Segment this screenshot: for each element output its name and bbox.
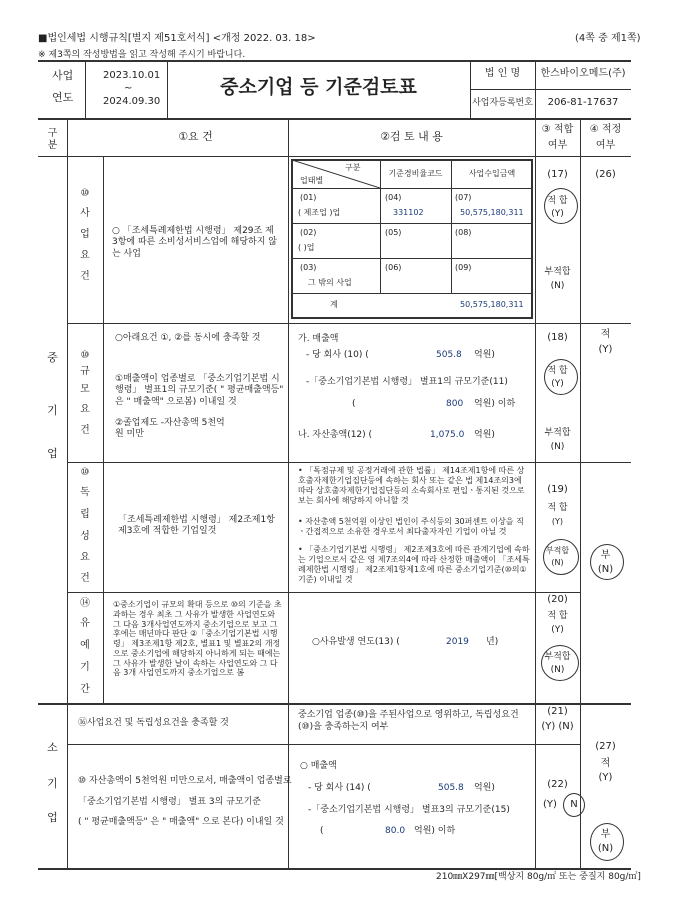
rule <box>292 188 532 189</box>
row103-label: 건 <box>80 573 90 584</box>
row106-scale-unit: 억원) 이하 <box>414 826 456 836</box>
row106-req-b: 「중소기업기본법 시행령」 별표 3의 규모기준 <box>78 797 261 807</box>
sme-result-yes2: (Y) <box>598 344 613 355</box>
row106-req-a: ⑩ 자산총액이 5천억원 미만으로서, 매출액이 업종별로 <box>78 776 292 786</box>
col-requirements: ①요 건 <box>178 130 213 143</box>
row102-num: ⑩ <box>80 350 90 361</box>
row106-scale-line: -「중소기업기본법 시행령」 별표3의 규모기준(15) <box>308 805 510 815</box>
row104-fit-yes2: (Y) <box>551 625 564 635</box>
row101-label: 사 <box>80 208 90 219</box>
row101-requirement: ○ 「조세특례제한법 시행령」 제29조 제3항에 따른 소비성서비스업에 해당하지 않는 사업 <box>112 226 277 259</box>
rule <box>38 118 631 120</box>
r2-d: (08) <box>455 228 472 237</box>
col-revenue: 사업수입금액 <box>468 169 516 178</box>
row103-label: 독 <box>80 487 90 498</box>
row105-requirement: ⑯사업요건 및 독립성요건을 충족할 것 <box>78 718 229 728</box>
total-label: 계 <box>330 300 338 309</box>
row102-scale-open: ( <box>352 399 356 409</box>
year-label: 연도 <box>52 91 74 104</box>
sme-result-num: (26) <box>595 169 616 180</box>
year-label: 사업 <box>52 69 74 82</box>
row106-req-c: ( " 평균매출액등" 은 " 매출액" 으로 본다) 이내일 것 <box>78 817 284 827</box>
row104-requirement: ①중소기업이 규모의 확대 등으로 ⑩의 기준을 초과하는 경우 최초 그 사유가 발생한 사업연도와 그 다음 3개사업연도까지 중소기업으로 보고 그 후에는 매년마다 판단 ②「중소기업기본법 시행령」 제3조제1항 제2호, 별표1 및 별표2의 개정으로 중소기업에 해당하지 아니하게 되는 때에는 그 사유가 발생한 날이 속하는 사업연도와 그 다음 3개 사업연도까지 중소기업으로 봄 <box>113 600 282 678</box>
row103-fit-no: 부적합 <box>545 546 570 555</box>
rule <box>288 118 289 868</box>
section-small-3: 업 <box>47 811 58 824</box>
row102-asset-value: 1,075.0 <box>430 430 465 440</box>
rule <box>292 223 532 224</box>
col-fit-3: ③ 적합 <box>541 124 574 135</box>
row104-fit-no2: (N) <box>550 665 565 675</box>
row106-scale-value: 80.0 <box>385 826 406 836</box>
rule <box>451 160 452 293</box>
row106-rev-head: ○ 매출액 <box>300 761 337 771</box>
total-revenue: 50,575,180,311 <box>460 300 524 309</box>
row106-scale-open: ( <box>320 826 324 836</box>
row104-label: 예 <box>80 640 90 651</box>
row102-scale-line: -「중소기업기본법 시행령」 별표1의 규모기준(11) <box>306 377 508 387</box>
page-info: (4쪽 중 제1쪽) <box>575 33 641 44</box>
rule <box>67 592 580 593</box>
notice: ※ 제3쪽의 작성방법을 읽고 작성해 주시기 바랍니다. <box>38 50 246 60</box>
section-small-1: 소 <box>47 741 58 754</box>
row102-label: 건 <box>80 425 90 436</box>
row101-fit-yes2: (Y) <box>551 209 564 219</box>
row104-label: 유 <box>80 618 90 629</box>
rule <box>67 744 580 745</box>
row103-review-1: • 「독점규제 및 공정거래에 관한 법률」 제14조제1항에 따른 상호출자제한기업집단등에 속하는 회사 또는 같은 법 제14조의3에 따라 상호출자제한기업집단등의 소속회사로 편입ㆍ통지된 것으로 보는 회사에 해당하지 아니할 것 <box>298 466 525 505</box>
row103-review-3: • 「중소기업기본법 시행령」 제2조제3호에 따른 관계기업에 속하는 기업으로서 같은 영 제7조의4에 따라 산정한 매출액이 「조세특례제한법 시행령」 제2조제1항제1호에 따른 중소기업기준(⑩의①기준) 이내일 것 <box>298 545 530 584</box>
col-gubun: 구분 <box>47 128 58 151</box>
row101-fit-no2: (N) <box>550 281 565 291</box>
row102-rev-head: 가. 매출액 <box>298 334 339 344</box>
row106-fit-y: (Y) <box>543 799 557 810</box>
r2-a: (02) <box>300 228 317 237</box>
paper-spec: 210㎜X297㎜[백상지 80g/㎡ 또는 중질지 80g/㎡] <box>436 872 641 882</box>
row103-label: 성 <box>80 531 90 542</box>
corp-name-label: 법 인 명 <box>484 68 521 79</box>
row101-label: 건 <box>80 271 90 282</box>
row104-fit-yes: 적 합 <box>547 611 568 621</box>
rule <box>292 293 532 294</box>
selection-circle <box>544 359 578 395</box>
row101-fit-no: 부적합 <box>544 267 571 277</box>
rule <box>103 156 104 703</box>
period-separator: ~ <box>124 83 133 94</box>
r1-c: (04) <box>385 193 402 202</box>
row103-fit-num: (19) <box>547 484 568 495</box>
row105-review: 중소기업 업종(⑩)을 주된사업으로 영위하고, 독립성요건(⑩)을 충족하는지 여부 <box>298 710 519 732</box>
row101-fit-num: (17) <box>547 169 568 180</box>
rule <box>470 89 631 90</box>
row102-scale-unit: 억원) 이하 <box>474 399 516 409</box>
row103-label: 요 <box>80 552 90 563</box>
rule <box>292 258 532 259</box>
selection-circle <box>541 645 579 681</box>
row102-rev-line: - 당 회사 (10) ( <box>306 350 369 360</box>
row105-fit-num: (21) <box>547 706 568 717</box>
col-fit-3b: 여부 <box>547 140 568 151</box>
rule <box>67 462 631 463</box>
col-review: ②검 토 내 용 <box>380 130 443 143</box>
row101-label: 요 <box>80 250 90 261</box>
col-fit-4b: 여부 <box>595 140 616 151</box>
r1-b: ( 제조업 )업 <box>298 208 341 217</box>
r3-d: (09) <box>455 263 472 272</box>
law-reference: ■법인세법 시행규칙[별지 제51호서식] <개정 2022. 03. 18> <box>38 33 316 44</box>
small-result-no: 부 <box>600 829 611 840</box>
rule <box>85 60 86 118</box>
row106-rev-unit: 억원) <box>474 783 495 793</box>
rule <box>38 60 631 62</box>
section-sme-1: 중 <box>47 351 58 364</box>
row103-num: ⑩ <box>80 467 90 478</box>
col-fit-4: ④ 적정 <box>589 124 622 135</box>
row103-fit-no2: (N) <box>551 558 564 567</box>
row102-label: 규 <box>80 366 90 377</box>
rule <box>38 156 631 157</box>
row102-asset-unit: 억원) <box>474 430 495 440</box>
row104-review-b: 년) <box>486 637 499 647</box>
row102-scale-value: 800 <box>446 399 464 409</box>
rule <box>580 118 581 868</box>
row102-label: 요 <box>80 404 90 415</box>
rule <box>38 868 631 870</box>
row103-requirement: 「조세특례제한법 시행령」 제2조제1항제3호에 적합한 기업일것 <box>118 515 275 537</box>
corner-bottom: 업태별 <box>300 176 324 185</box>
row106-fit-num: (22) <box>547 779 568 790</box>
section-sme-2: 기 <box>47 404 58 417</box>
rule <box>67 323 631 324</box>
rule <box>380 160 381 293</box>
r1-revenue: 50,575,180,311 <box>460 208 524 217</box>
row106-fit-n: N <box>570 799 578 810</box>
row106-rev-line: - 당 회사 (14) ( <box>308 783 371 793</box>
row104-review-a: ○사유발생 연도(13) ( <box>312 637 400 647</box>
sme-result-yes: 적 <box>600 329 611 340</box>
r3-b: 그 밖의 사업 <box>308 278 352 287</box>
small-result-yes: 적 <box>600 758 611 769</box>
small-result-num: (27) <box>595 741 616 752</box>
biz-no: 206-81-17637 <box>547 97 619 108</box>
row104-label: 기 <box>80 662 90 673</box>
r3-a: (03) <box>300 263 317 272</box>
section-sme-3: 업 <box>47 447 58 460</box>
row103-review-2: • 자산총액 5천억원 이상인 법인이 주식등의 30퍼센트 이상을 직ㆍ간접적으로 소유한 경우로서 최다출자자인 기업이 아닐 것 <box>298 517 524 536</box>
row102-asset-line: 나. 자산총액(12) ( <box>298 430 373 440</box>
row104-fit-num: (20) <box>547 594 568 605</box>
row103-label: 립 <box>80 509 90 520</box>
row104-num: ⑭ <box>80 598 90 609</box>
sme-result-no2: (N) <box>597 564 614 575</box>
row102-rev-value: 505.8 <box>436 350 462 360</box>
small-result-no2: (N) <box>597 843 614 854</box>
row102-fit-yes2: (Y) <box>551 379 564 389</box>
rule <box>38 703 631 705</box>
r1-d: (07) <box>455 193 472 202</box>
period-end: 2024.09.30 <box>103 96 161 107</box>
row101-label: 업 <box>80 229 90 240</box>
row102-req-c: ②졸업제도 -자산총액 5천억원 미만 <box>115 418 225 440</box>
col-code: 기준경비율코드 <box>388 169 443 178</box>
row102-fit-no: 부적합 <box>544 428 571 438</box>
r2-c: (05) <box>385 228 402 237</box>
corner-top: 구분 <box>345 163 361 172</box>
row104-label: 간 <box>80 684 90 695</box>
small-result-yes2: (Y) <box>598 772 613 783</box>
corp-name: 한스바이오메드(주) <box>540 68 626 79</box>
row103-fit-yes: 적 합 <box>547 503 568 513</box>
row102-fit-yes: 적 합 <box>547 366 568 376</box>
row104-fit-no: 부적합 <box>544 652 571 662</box>
r1-a: (01) <box>300 193 317 202</box>
row101-fit-yes: 적 합 <box>547 196 568 206</box>
row102-rev-unit: 억원) <box>474 350 495 360</box>
sme-result-no: 부 <box>600 550 611 561</box>
row102-req-a: ○아래요건 ①, ②를 동시에 충족할 것 <box>115 333 261 343</box>
r3-c: (06) <box>385 263 402 272</box>
r1-code: 331102 <box>393 208 424 217</box>
row102-label: 모 <box>80 384 90 395</box>
page-title: 중소기업 등 기준검토표 <box>220 76 417 98</box>
row105-fit-yn: (Y) (N) <box>541 721 574 732</box>
selection-circle <box>543 539 579 575</box>
row102-req-b: ①매출액이 업종별로 「중소기업기본법 시행령」 별표1의 규모기준( " 평균매출액등" 은 " 매출액" 으로봄) 이내일 것 <box>115 374 284 407</box>
row106-rev-value: 505.8 <box>438 783 464 793</box>
row102-fit-no2: (N) <box>550 442 565 452</box>
section-small-2: 기 <box>47 777 58 790</box>
row104-review-year: 2019 <box>446 637 469 647</box>
r2-b: ( )업 <box>298 243 315 252</box>
row102-fit-num: (18) <box>547 332 568 343</box>
period-start: 2023.10.01 <box>103 70 161 81</box>
row101-num: ⑩ <box>80 188 90 199</box>
row103-fit-yes2: (Y) <box>551 517 564 526</box>
biz-no-label: 사업자등록번호 <box>472 98 533 108</box>
